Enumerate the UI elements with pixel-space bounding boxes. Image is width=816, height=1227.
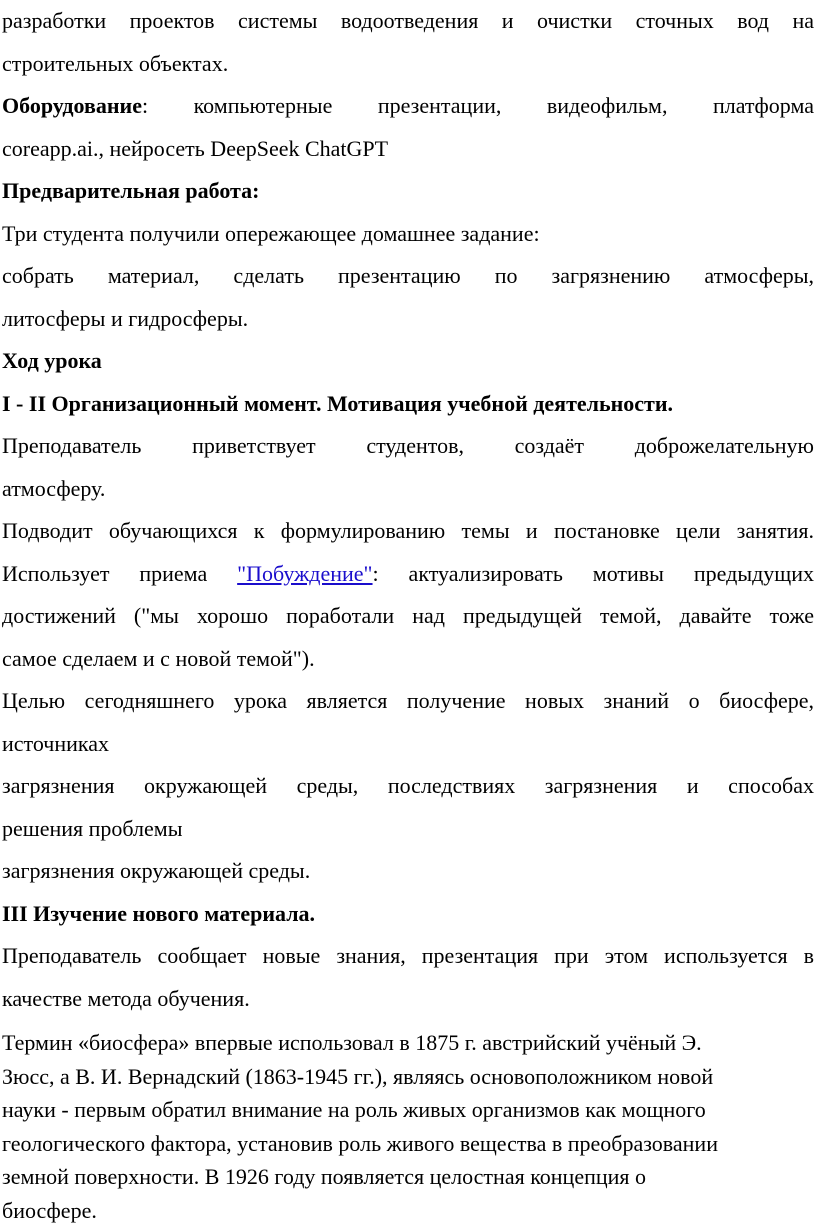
text-fragment: Использует приема xyxy=(2,561,237,586)
text-line: Три студента получили опережающее домашнее задание: xyxy=(2,213,814,256)
lesson-section xyxy=(2,340,814,1020)
text-line: разработки проектов системы водоотведения и очистки сточных вод на xyxy=(2,0,814,43)
equipment-label: Оборудование xyxy=(2,93,142,118)
text-line: собрать материал, сделать презентацию по загрязнению атмосферы, xyxy=(2,255,814,298)
equipment-text: компьютерные презентации, видеофильм, платформа xyxy=(148,93,814,118)
text-line: Зюсс, а В. И. Вернадский (1863-1945 гг.), являясь основоположником новой xyxy=(2,1060,814,1094)
intro-paragraph xyxy=(2,0,814,85)
text-line: самое сделаем и с новой темой"). xyxy=(2,638,814,681)
text-line xyxy=(2,85,814,128)
text-line: coreapp.ai., нейросеть DeepSeek ChatGPT xyxy=(2,128,814,171)
text-line: Преподаватель сообщает новые знания, презентация при этом используется в xyxy=(2,935,814,978)
text-line: строительных объектах. xyxy=(2,43,814,86)
text-line: источниках xyxy=(2,723,814,766)
biosphere-paragraph xyxy=(2,1026,814,1227)
text-line: загрязнения окружающей среды. xyxy=(2,850,814,893)
text-fragment: : актуализировать мотивы предыдущих xyxy=(373,561,814,586)
text-line: геологического фактора, установив роль живого вещества в преобразовании xyxy=(2,1127,814,1161)
motivation-link[interactable]: "Побуждение" xyxy=(237,561,372,586)
text-line: Целью сегодняшнего урока является получение новых знаний о биосфере, xyxy=(2,680,814,723)
text-line: атмосферу. xyxy=(2,468,814,511)
stage1-heading: I - II Организационный момент. Мотивация учебной деятельности. xyxy=(2,383,814,426)
text-line: науки - первым обратил внимание на роль живых организмов как мощного xyxy=(2,1093,814,1127)
text-line: Подводит обучающихся к формулированию темы и постановке цели занятия. xyxy=(2,510,814,553)
text-line: Термин «биосфера» впервые использовал в 1875 г. австрийский учёный Э. xyxy=(2,1026,814,1060)
text-line: качестве метода обучения. xyxy=(2,978,814,1021)
text-line xyxy=(2,553,814,596)
text-line: достижений ("мы хорошо поработали над предыдущей темой, давайте тоже xyxy=(2,595,814,638)
preparation-section xyxy=(2,170,814,340)
text-line: биосфере. xyxy=(2,1194,814,1227)
text-line: загрязнения окружающей среды, последствиях загрязнения и способах xyxy=(2,765,814,808)
text-line: Преподаватель приветствует студентов, создаёт доброжелательную xyxy=(2,425,814,468)
lesson-heading: Ход урока xyxy=(2,340,814,383)
equipment-paragraph xyxy=(2,85,814,170)
preparation-heading: Предварительная работа: xyxy=(2,170,814,213)
text-line: земной поверхности. В 1926 году появляется целостная концепция о xyxy=(2,1160,814,1194)
stage3-heading: III Изучение нового материала. xyxy=(2,893,814,936)
text-line: решения проблемы xyxy=(2,808,814,851)
equipment-sep: : xyxy=(142,93,148,118)
text-line: литосферы и гидросферы. xyxy=(2,298,814,341)
